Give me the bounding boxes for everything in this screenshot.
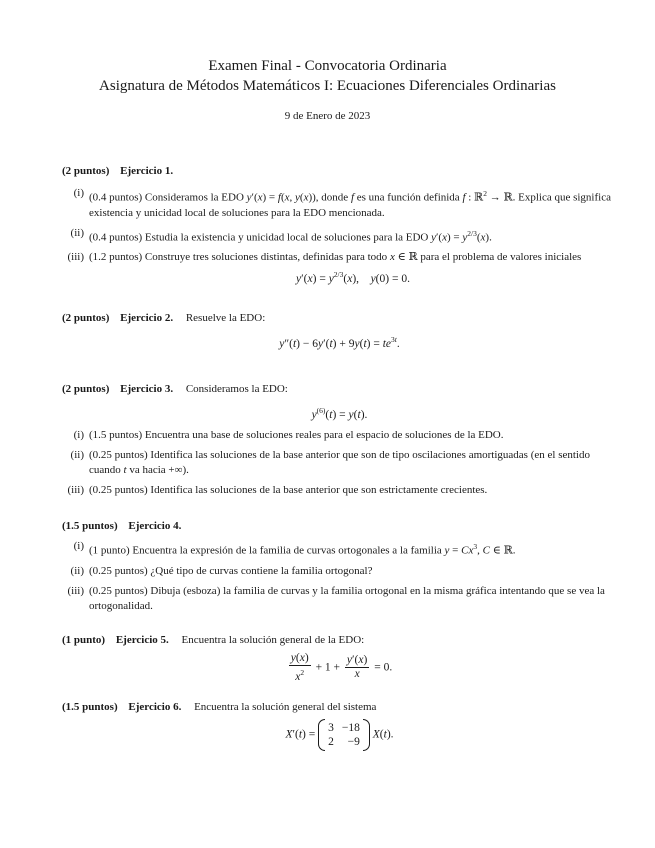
exercise-title: Ejercicio 1. — [120, 165, 174, 177]
item-number: (ii) — [70, 448, 84, 461]
exercise-1-item-i: (i) (0.4 puntos) Consideramos la EDO y′(x) = f(x, y(x)), donde f es una función definida f : ℝ$^2$ → ℝ. Explica que significa existencia y unicidad local de soluciones para la EDO mencionada. — [62, 186, 617, 221]
item-number: (i) — [73, 540, 84, 552]
item-text: (0.25 puntos) Identifica las soluciones de la base anterior que son de tipo oscilaciones amortiguadas (en el sentido cuando — [89, 448, 590, 476]
item-text: (0.4 puntos) Estudia la existencia y unicidad local de soluciones para la EDO — [89, 231, 432, 244]
exercise-4 — [62, 519, 617, 614]
fraction: $\frac{y(x)}{x^2}$ — [290, 652, 309, 683]
exercise-1 — [62, 164, 617, 287]
exercise-5 — [62, 633, 617, 684]
exercise-title: Ejercicio 2. — [120, 312, 174, 324]
exercise-4-header — [62, 519, 617, 534]
item-number: (iii) — [67, 584, 84, 597]
exercise-4-item-ii — [62, 564, 617, 579]
exercise-3 — [62, 382, 617, 498]
matrix-cell: −18 — [341, 722, 360, 734]
item-text: , donde — [315, 191, 351, 204]
item-text: (0.25 puntos) Dibuja (esboza) la familia de curvas y la familia ortogonal en la misma gráfica intentando que se vea la ortogonalidad. — [89, 584, 605, 612]
exercise-3-header — [62, 382, 617, 397]
exercise-title: Ejercicio 3. — [120, 383, 174, 395]
exercise-4-item-i: (i) (1 punto) Encuentra la expresión de la familia de curvas ortogonales a la familia $y = Cx^3$, C ∈ ℝ. — [62, 539, 617, 559]
exercise-title: Ejercicio 5. — [115, 634, 169, 646]
exercise-3-item-iii — [62, 483, 617, 498]
exercise-points: (2 puntos) — [62, 312, 110, 324]
exercise-2-header — [62, 311, 617, 326]
equation: $\frac{y(x)}{x^2}$ + 1 + $\frac{y'(x)}{x}$ = 0. — [290, 652, 393, 683]
right-paren — [363, 719, 370, 751]
exercise-5-header — [62, 633, 617, 648]
exercise-statement: Encuentra la solución general del sistema — [194, 701, 377, 713]
item-number: (i) — [73, 428, 84, 441]
exam-subtitle: Asignatura de Métodos Matemáticos I: Ecuaciones Diferenciales Ordinarias — [99, 78, 556, 94]
item-text: para el problema de valores iniciales — [417, 251, 582, 264]
exercise-points: (1 punto) — [62, 634, 106, 646]
exercise-3-item-ii: (ii) (0.25 puntos) Identifica las soluciones de la base anterior que son de tipo oscilaciones amortiguadas (en el sentido cuando t va hacia +∞). — [62, 448, 617, 478]
exercise-points: (1.5 puntos) — [62, 520, 118, 532]
exercise-1-item-ii: (ii) (0.4 puntos) Estudia la existencia y unicidad local de soluciones para la EDO $y'(x) = y^{2/3}(x)$. — [62, 226, 617, 246]
item-text: Explica que significa existencia y unicidad local de soluciones para la EDO mencionada. — [89, 191, 611, 219]
exercise-1-header — [62, 164, 617, 179]
equation: $y''(t) - 6y'(t) + 9y(t) = te^{3t}$. — [279, 335, 400, 350]
equation: X′(t) = 3 −18 2 −9 X(t). — [62, 721, 617, 749]
item-number: (ii) — [70, 564, 84, 577]
exercise-title: Ejercicio 4. — [128, 520, 182, 532]
equation: $y^{(6)}(t) = y(t)$. — [311, 406, 368, 421]
item-number: (ii) — [70, 226, 84, 239]
exercise-points: (1.5 puntos) — [62, 701, 118, 713]
exercise-1-item-iii: (iii) (1.2 puntos) Construye tres soluciones distintas, definidas para todo x ∈ ℝ para el problema de valores iniciales $y'(x) = y^{2/3}(x)$, y(0) = 0. — [62, 250, 617, 287]
exam-date: 9 de Enero de 2023 — [284, 110, 371, 122]
matrix-cell: 2 — [328, 736, 334, 748]
item-text: va hacia +∞). — [126, 463, 189, 476]
exercise-title: Ejercicio 6. — [128, 701, 182, 713]
item-number: (i) — [73, 187, 84, 199]
item-text: es una función definida — [354, 191, 463, 204]
item-text: (0.25 puntos) ¿Qué tipo de curvas contiene la familia ortogonal? — [89, 564, 373, 577]
exercise-statement: Encuentra la solución general de la EDO: — [181, 634, 365, 646]
exercise-statement: Consideramos la EDO: — [185, 383, 288, 395]
item-number: (iii) — [67, 251, 84, 264]
left-paren — [318, 719, 325, 751]
exercise-statement: Resuelve la EDO: — [185, 312, 266, 324]
item-text: (0.25 puntos) Identifica las soluciones de la base anterior que son estrictamente crecientes. — [89, 483, 488, 496]
matrix — [318, 721, 370, 749]
matrix-cell: −9 — [347, 736, 360, 748]
exercise-2 — [62, 311, 617, 352]
exercise-6-header — [62, 700, 617, 715]
exercise-points: (2 puntos) — [62, 383, 110, 395]
exercise-4-item-iii — [62, 584, 617, 614]
exercise-3-item-i — [62, 428, 617, 443]
exercise-points: (2 puntos) — [62, 165, 110, 177]
equation: $y'(x) = y^{2/3}(x)$, y(0) = 0. — [296, 270, 410, 286]
item-text: (1.2 puntos) Construye tres soluciones distintas, definidas para todo — [89, 251, 390, 264]
fraction: $\frac{y'(x)}{x}$ — [346, 654, 368, 681]
item-text: (0.4 puntos) Consideramos la EDO — [89, 191, 247, 204]
item-text: (1.5 puntos) Encuentra una base de soluciones reales para el espacio de soluciones de la EDO. — [89, 428, 504, 441]
exercise-6 — [62, 700, 617, 749]
matrix-cell: 3 — [328, 722, 334, 734]
item-number: (iii) — [67, 483, 84, 496]
item-text: (1 punto) Encuentra la expresión de la familia de curvas ortogonales a la familia — [89, 544, 445, 557]
exam-title: Examen Final - Convocatoria Ordinaria — [208, 58, 447, 74]
